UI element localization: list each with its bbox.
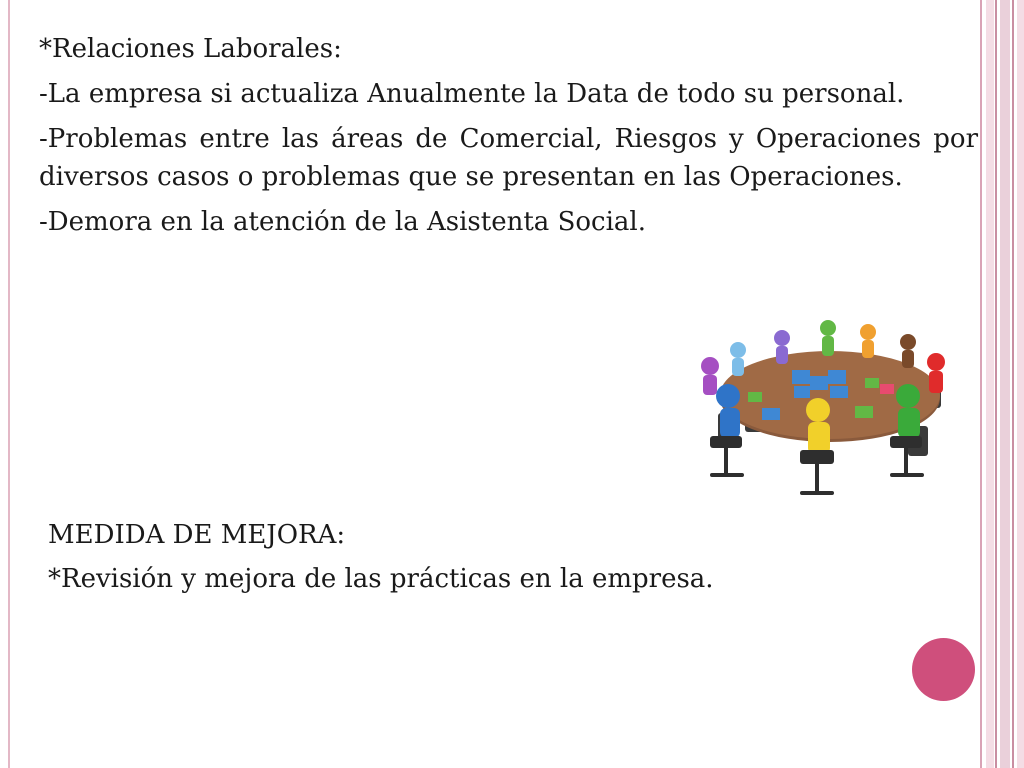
- bullet-data-update: -La empresa si actualiza Anualmente la Data de todo su personal.: [39, 79, 905, 109]
- right-decorative-stripes: [980, 0, 1024, 768]
- decorative-pink-circle: [912, 638, 975, 701]
- improvement-heading: MEDIDA DE MEJORA:: [48, 520, 346, 550]
- improvement-section: [48, 515, 948, 603]
- left-decorative-stripe: [8, 0, 10, 768]
- team-meeting-puzzle-icon: [690, 318, 960, 510]
- improvement-item: *Revisión y mejora de las prácticas en la empresa.: [48, 564, 714, 594]
- bullet-area-problems: -Problemas entre las áreas de Comercial, Riesgos y Operaciones por diversos casos o problemas que se presentan en las Operaciones.: [39, 124, 978, 192]
- body-text: [39, 30, 978, 248]
- bullet-social-worker-delay: -Demora en la atención de la Asistenta Social.: [39, 207, 646, 237]
- section-heading: *Relaciones Laborales:: [39, 34, 342, 64]
